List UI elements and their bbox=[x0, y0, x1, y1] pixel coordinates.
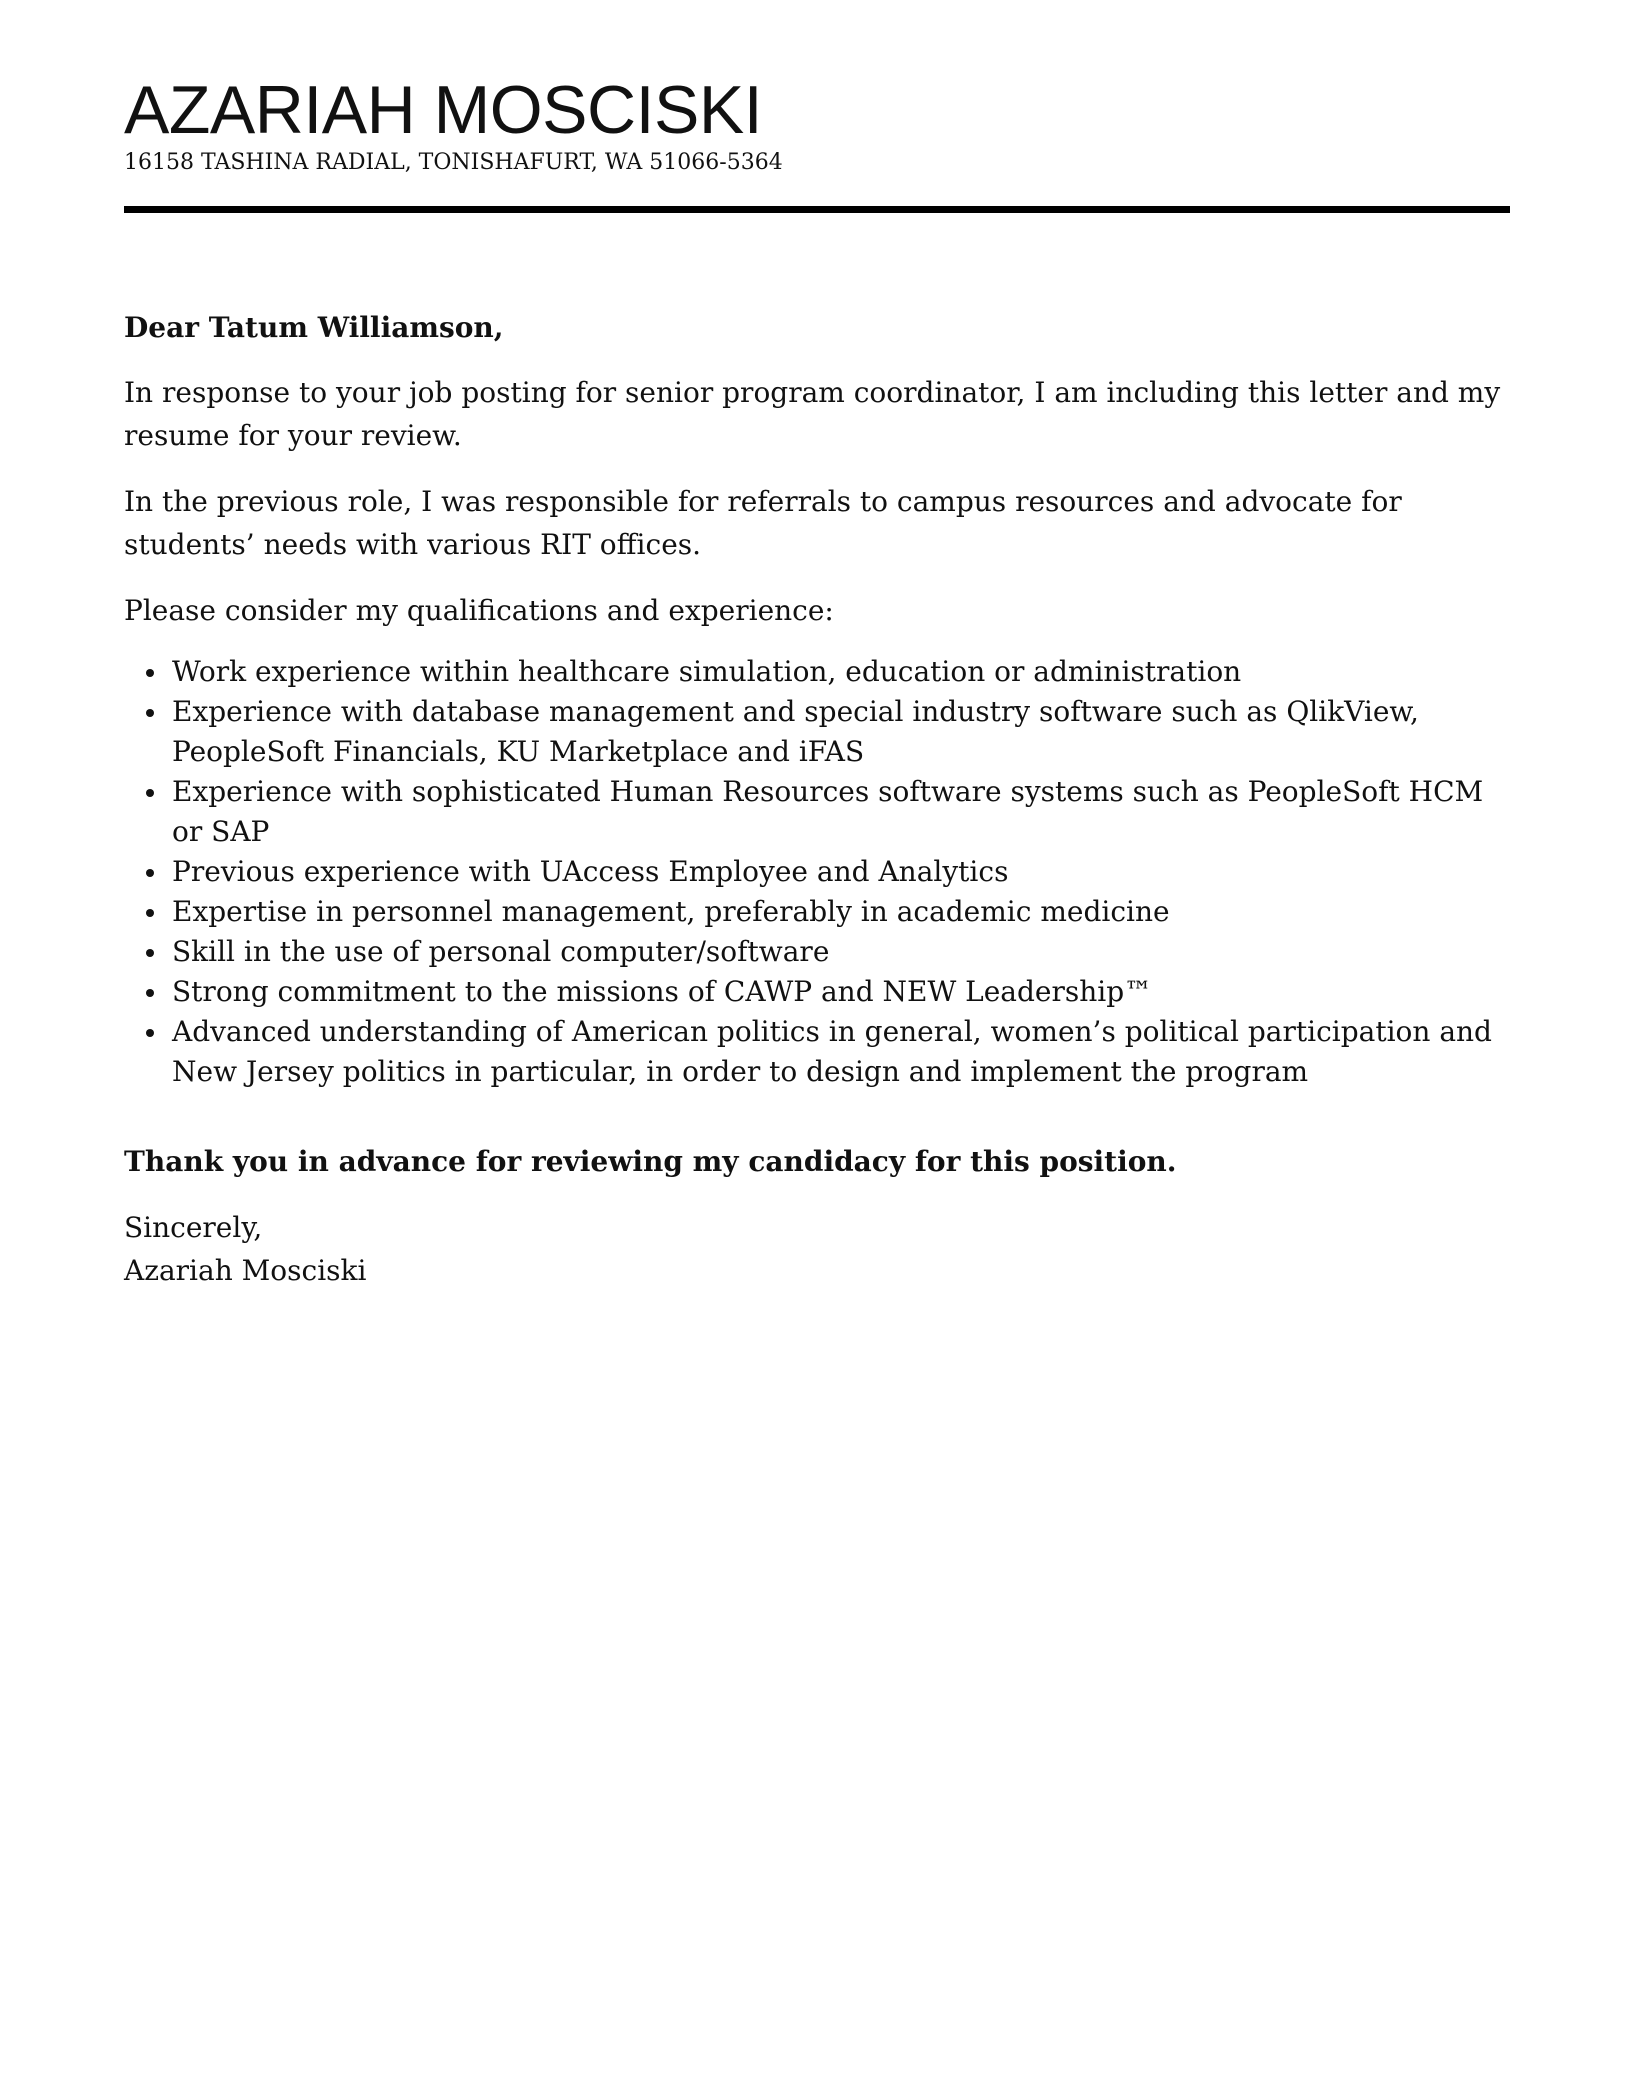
list-item: Advanced understanding of American politics in general, women’s political participation and New Jersey politics in particular, in order to design and implement the program bbox=[124, 1012, 1510, 1092]
thank-you-line: Thank you in advance for reviewing my candidacy for this position. bbox=[124, 1145, 1177, 1178]
paragraph-previous-role: In the previous role, I was responsible for referrals to campus resources and advocate for students’ needs with various RIT offices. bbox=[124, 485, 1402, 561]
list-item: Strong commitment to the missions of CAWP and NEW Leadership™ bbox=[124, 972, 1510, 1012]
list-item: Experience with sophisticated Human Resources software systems such as PeopleSoft HCM or SAP bbox=[124, 772, 1510, 852]
salutation: Dear Tatum Williamson, bbox=[124, 311, 504, 344]
list-item: Expertise in personnel management, preferably in academic medicine bbox=[124, 892, 1510, 932]
header-divider bbox=[124, 206, 1510, 213]
list-item: Previous experience with UAccess Employee and Analytics bbox=[124, 852, 1510, 892]
paragraph-qualifications-lead: Please consider my qualifications and experience: bbox=[124, 594, 834, 627]
applicant-address: 16158 TASHINA RADIAL, TONISHAFURT, WA 51066-5364 bbox=[124, 150, 783, 175]
list-item: Experience with database management and special industry software such as QlikView, PeopleSoft Financials, KU Marketplace and iFAS bbox=[124, 692, 1510, 772]
letter-body bbox=[124, 306, 1510, 1292]
list-item: Skill in the use of personal computer/software bbox=[124, 932, 1510, 972]
signature: Azariah Mosciski bbox=[124, 1254, 367, 1287]
closing: Sincerely, bbox=[124, 1211, 263, 1244]
qualifications-list bbox=[124, 652, 1510, 1092]
list-item: Work experience within healthcare simulation, education or administration bbox=[124, 652, 1510, 692]
paragraph-intro: In response to your job posting for senior program coordinator, I am including this letter and my resume for your review. bbox=[124, 376, 1501, 452]
applicant-name: AZARIAH MOSCISKI bbox=[124, 72, 763, 148]
